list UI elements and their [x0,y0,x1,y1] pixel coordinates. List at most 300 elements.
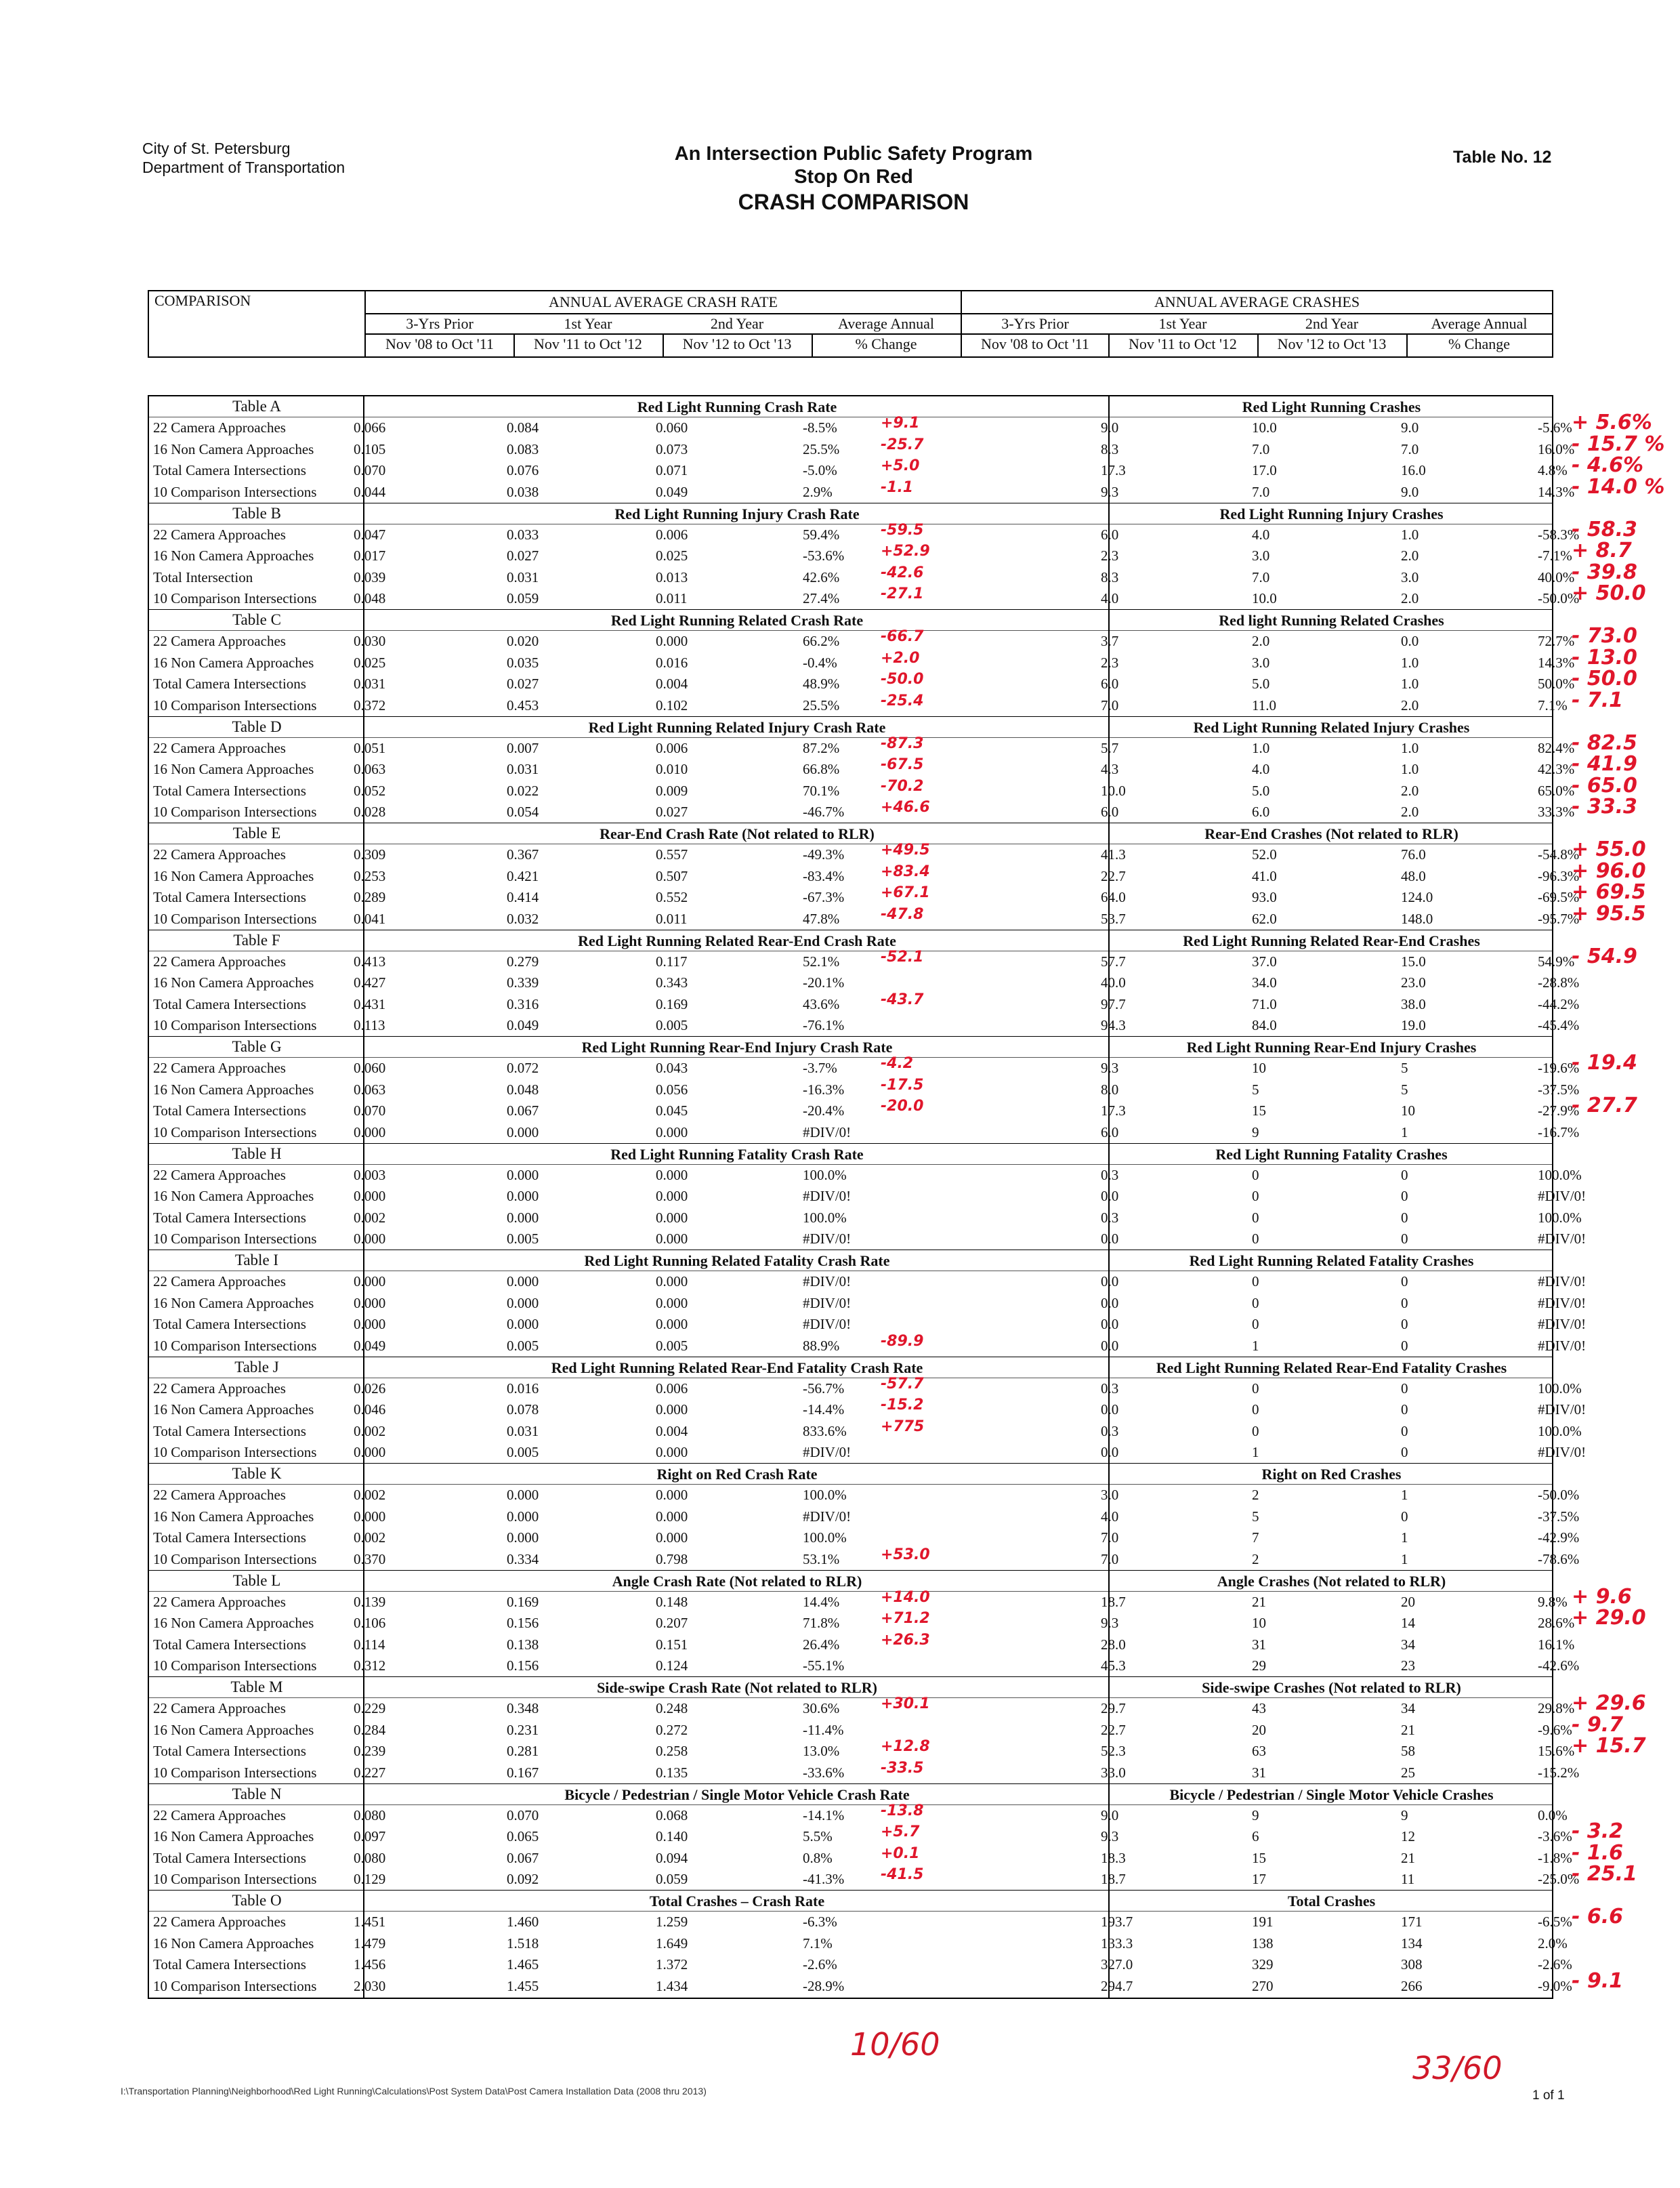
row-label: 22 Camera Approaches [153,1273,286,1289]
crashes-prior: 4.0 [1101,1508,1119,1525]
rate-prior: 0.063 [354,761,386,777]
table-row [149,1229,1587,1250]
rate-1st-year: 0.000 [507,1529,539,1546]
margin-note: + 29.6 [1572,1691,1646,1715]
margin-note: - 9.7 [1572,1712,1624,1737]
rate-pct-change: 0.8% [803,1849,833,1866]
table-row [149,948,1575,973]
rate-prior: 0.284 [354,1721,386,1738]
rate-pct-change: #DIV/0! [803,1294,852,1311]
crashes-2nd-year: 58 [1401,1743,1415,1759]
crashes-2nd-year: 0 [1401,1316,1408,1332]
crashes-pct-change: -25.0% [1538,1871,1580,1887]
rate-2nd-year: 0.005 [656,1337,688,1354]
crashes-1st-year: 6.0 [1252,804,1270,820]
crashes-2nd-year: 76.0 [1401,846,1426,863]
rate-prior: 0.312 [354,1657,386,1674]
rate-2nd-year: 0.000 [656,1166,688,1183]
crashes-pct-change: 33.3% [1538,804,1575,820]
margin-note: + 55.0 [1572,838,1646,861]
margin-note-rate: -59.5 [881,521,924,539]
rate-pct-change: -28.9% [803,1977,845,1994]
rate-pct-change: -14.4% [803,1401,845,1418]
crashes-pct-change: -5.6% [1538,419,1572,436]
rate-pct-change: 833.6% [803,1422,847,1439]
crashes-pct-change: -9.6% [1538,1721,1572,1738]
rate-1st-year: 0.035 [507,654,539,671]
rate-pct-change: 43.6% [803,995,840,1012]
rate-pct-change: 100.0% [803,1166,847,1183]
table-row [149,521,1580,546]
rate-2nd-year: 0.102 [656,697,688,714]
crashes-title: Red Light Running Rear-End Injury Crashes [1186,1039,1477,1056]
table-row [149,460,1568,482]
crashes-1st-year: 5.0 [1252,676,1270,692]
table-row [149,482,1575,503]
row-label: 22 Camera Approaches [153,419,286,436]
crashes-1st-year: 0 [1252,1380,1259,1397]
rate-pct-change: -49.3% [803,846,845,863]
margin-note-rate: -47.8 [881,905,924,923]
rate-1st-year: 0.070 [507,1807,539,1823]
crashes-prior: 7.0 [1101,1550,1119,1567]
rate-2nd-year: 0.140 [656,1828,688,1844]
crashes-prior: 327.0 [1101,1956,1133,1973]
rate-pct-change: -41.3% [803,1871,845,1887]
rate-2nd-year: 0.011 [656,910,688,927]
table-row [149,631,1575,653]
subcol-period-2nd: Nov '12 to Oct '13 [682,335,792,352]
rate-1st-year: 0.083 [507,440,539,457]
crashes-pct-change: -28.8% [1538,974,1580,991]
row-label: 10 Comparison Intersections [153,1977,317,1994]
crashes-2nd-year: 0 [1401,1422,1408,1439]
rate-1st-year: 0.032 [507,910,539,927]
row-label: 10 Comparison Intersections [153,1550,317,1567]
crashes-2nd-year: 9.0 [1401,483,1419,500]
margin-note: + 5.6% [1572,411,1652,434]
rate-pct-change: 47.8% [803,910,840,927]
rate-pct-change: -46.7% [803,804,845,820]
crashes-title: Angle Crashes (Not related to RLR) [1217,1572,1446,1590]
margin-note-rate: +9.1 [881,415,920,432]
rate-prior: 0.044 [354,483,386,500]
crashes-2nd-year: 2.0 [1401,782,1419,799]
rsubcol-period-prior: Nov '08 to Oct '11 [981,335,1089,352]
crashes-2nd-year: 16.0 [1401,462,1426,478]
rate-1st-year: 0.000 [507,1316,539,1332]
crashes-prior: 0.0 [1101,1294,1119,1311]
rate-2nd-year: 0.000 [656,1188,688,1204]
table-row [149,802,1575,823]
rate-2nd-year: 0.117 [656,953,688,970]
crashes-pct-change: 29.8% [1538,1700,1575,1716]
row-label: Total Camera Intersections [153,1743,306,1759]
crashes-pct-change: -3.6% [1538,1828,1572,1844]
rate-prior: 0.048 [354,590,386,606]
crashes-2nd-year: 21 [1401,1849,1415,1866]
rate-2nd-year: 0.557 [656,846,688,863]
table-section [149,1891,1572,1998]
crashes-1st-year: 10.0 [1252,590,1277,606]
margin-note-rate: +5.0 [881,457,920,474]
rate-2nd-year: 0.005 [656,1017,688,1033]
row-label: 10 Comparison Intersections [153,1657,317,1674]
crashes-prior: 97.7 [1101,995,1126,1012]
rate-1st-year: 0.031 [507,1422,539,1439]
section-name: Table E [232,825,281,842]
rate-prior: 0.227 [354,1764,386,1781]
rate-2nd-year: 0.000 [656,1487,688,1503]
crashes-prior: 9.0 [1101,419,1119,436]
rate-prior: 0.002 [354,1487,386,1503]
row-label: 22 Camera Approaches [153,1807,286,1823]
rate-title: Red Light Running Injury Crash Rate [614,505,860,522]
crashes-pct-change: 16.0% [1538,440,1575,457]
rate-prior: 0.229 [354,1700,386,1716]
table-row [149,1631,1575,1656]
rate-pct-change: 70.1% [803,782,840,799]
section-name: Table K [232,1465,282,1482]
crashes-2nd-year: 2.0 [1401,590,1419,606]
rate-2nd-year: 0.000 [656,1529,688,1546]
crashes-pct-change: 82.4% [1538,739,1575,756]
rate-1st-year: 0.334 [507,1550,539,1567]
rate-prior: 0.080 [354,1807,386,1823]
crashes-1st-year: 17 [1252,1871,1266,1887]
margin-note: - 1.6 [1572,1840,1624,1865]
crashes-pct-change: 50.0% [1538,676,1575,692]
rate-pct-change: #DIV/0! [803,1508,852,1525]
table-row [149,1613,1575,1634]
crashes-prior: 0.0 [1101,1401,1119,1418]
margin-note: - 14.0 % [1572,474,1665,499]
crashes-pct-change: -19.6% [1538,1060,1580,1076]
row-label: 22 Camera Approaches [153,953,286,970]
crashes-pct-change: 100.0% [1538,1209,1582,1226]
rate-2nd-year: 0.027 [656,804,688,820]
table-row [149,1655,1580,1677]
row-label: 10 Comparison Intersections [153,910,317,927]
rate-2nd-year: 1.372 [656,1956,688,1973]
crashes-1st-year: 0 [1252,1422,1259,1439]
rate-1st-year: 0.027 [507,548,539,564]
rate-prior: 0.002 [354,1422,386,1439]
table-row [149,1165,1582,1186]
crashes-prior: 18.7 [1101,1593,1126,1610]
organization-block [142,139,345,177]
crashes-title: Red Light Running Related Rear-End Fatality Crashes [1156,1359,1507,1376]
crashes-1st-year: 6 [1252,1828,1259,1844]
crashes-1st-year: 10 [1252,1060,1266,1076]
crashes-prior: 4.3 [1101,761,1119,777]
rate-2nd-year: 0.025 [656,548,688,564]
margin-note-rate: +71.2 [881,1610,930,1627]
rate-2nd-year: 0.169 [656,995,688,1012]
crashes-2nd-year: 134 [1401,1935,1423,1952]
crashes-1st-year: 191 [1252,1914,1274,1930]
crashes-1st-year: 17.0 [1252,462,1277,478]
row-label: Total Camera Intersections [153,1849,306,1866]
page-number: 1 of 1 [1532,2088,1565,2103]
margin-note-rate: +0.1 [881,1844,920,1862]
margin-note: - 27.7 [1572,1094,1637,1117]
rate-1st-year: 0.078 [507,1401,539,1418]
crashes-pct-change: -15.2% [1538,1764,1580,1781]
crashes-pct-change: -42.9% [1538,1529,1580,1546]
row-label: Total Camera Intersections [153,1316,306,1332]
row-label: Total Camera Intersections [153,1422,306,1439]
org-line-1: City of St. Petersburg [142,140,291,157]
crashes-prior: 18.3 [1101,1849,1126,1866]
rate-1st-year: 1.465 [507,1956,539,1973]
rate-prior: 0.070 [354,1102,386,1119]
crashes-2nd-year: 1 [1401,1487,1408,1503]
crashes-pct-change: 4.8% [1538,462,1568,478]
section-name: Table A [232,398,281,415]
margin-note-rate: -87.3 [881,735,924,752]
crashes-2nd-year: 124.0 [1401,889,1433,905]
rate-1st-year: 0.065 [507,1828,539,1844]
rate-pct-change: 25.5% [803,440,840,457]
table-row [149,1293,1587,1315]
rate-pct-change: -5.0% [803,462,837,478]
crashes-prior: 133.3 [1101,1935,1133,1952]
rate-1st-year: 0.072 [507,1060,539,1076]
crashes-pct-change: 54.9% [1538,953,1575,970]
rate-1st-year: 0.031 [507,761,539,777]
rate-1st-year: 0.005 [507,1444,539,1460]
crashes-pct-change: 72.7% [1538,633,1575,649]
margin-note: - 15.7 % [1572,432,1665,456]
rate-2nd-year: 0.000 [656,1294,688,1311]
margin-note-rate: +83.4 [881,863,930,880]
rate-prior: 0.060 [354,1060,386,1076]
crashes-prior: 9.3 [1101,1060,1119,1076]
crashes-pct-change: -37.5% [1538,1508,1580,1525]
left-group-header: ANNUAL AVERAGE CRASH RATE [549,293,778,310]
crashes-prior: 57.7 [1101,953,1126,970]
table-row [149,1485,1580,1506]
crashes-1st-year: 0 [1252,1231,1259,1247]
rate-1st-year: 0.059 [507,590,539,606]
table-row [149,1058,1580,1079]
rate-prior: 0.000 [354,1508,386,1525]
crashes-2nd-year: 0 [1401,1294,1408,1311]
table-row [149,1186,1587,1207]
crashes-prior: 0.3 [1101,1166,1119,1183]
row-label: Total Camera Intersections [153,1636,306,1653]
row-label: 22 Camera Approaches [153,633,286,649]
crashes-2nd-year: 9.0 [1401,419,1419,436]
rate-pct-change: -16.3% [803,1081,845,1098]
margin-note-rate: -57.7 [881,1375,924,1392]
rate-1st-year: 0.067 [507,1102,539,1119]
crashes-prior: 6.0 [1101,676,1119,692]
margin-note: - 73.0 [1572,624,1637,648]
table-row [149,1933,1568,1955]
crashes-prior: 0.0 [1101,1188,1119,1204]
rate-prior: 0.114 [354,1636,385,1653]
document-title: CRASH COMPARISON [738,190,969,214]
row-label: Total Camera Intersections [153,1102,306,1119]
rate-prior: 0.000 [354,1273,386,1289]
row-label: 10 Comparison Intersections [153,590,317,606]
crashes-1st-year: 71.0 [1252,995,1277,1012]
rate-title: Total Crashes – Crash Rate [649,1893,825,1910]
crashes-1st-year: 0 [1252,1294,1259,1311]
crashes-2nd-year: 7.0 [1401,440,1419,457]
crashes-1st-year: 41.0 [1252,867,1277,884]
crashes-pct-change: -27.9% [1538,1102,1580,1119]
crashes-pct-change: #DIV/0! [1538,1401,1587,1418]
margin-note-rate: -25.7 [881,436,924,453]
crashes-pct-change: 15.6% [1538,1743,1575,1759]
rate-prior: 0.051 [354,739,386,756]
crashes-2nd-year: 1.0 [1401,526,1419,543]
rate-prior: 0.003 [354,1166,386,1183]
document-title-block [569,142,1138,215]
crashes-1st-year: 31 [1252,1636,1266,1653]
crashes-pct-change: #DIV/0! [1538,1231,1587,1247]
rate-pct-change: -6.3% [803,1914,837,1930]
margin-note: + 9.6 [1572,1584,1632,1609]
table-section [149,1144,1587,1251]
rate-1st-year: 0.031 [507,569,539,585]
rate-prior: 0.370 [354,1550,386,1567]
rate-prior: 0.049 [354,1337,386,1354]
margin-note: - 7.1 [1572,688,1624,712]
row-label: 16 Non Camera Approaches [153,761,314,777]
rsubcol-percent-change: % Change [1448,335,1511,352]
crashes-2nd-year: 23.0 [1401,974,1426,991]
crashes-prior: 0.0 [1101,1231,1119,1247]
rate-1st-year: 0.167 [507,1764,539,1781]
margin-note-rate: +2.0 [881,649,920,667]
margin-note-rate: -33.5 [881,1759,924,1777]
rate-1st-year: 0.000 [507,1508,539,1525]
rate-2nd-year: 0.045 [656,1102,688,1119]
table-section [149,503,1580,611]
crashes-1st-year: 0 [1252,1188,1259,1204]
crashes-prior: 8.3 [1101,440,1119,457]
table-row [149,1207,1582,1229]
crashes-title: Bicycle / Pedestrian / Single Motor Vehicle Crashes [1169,1786,1494,1803]
crashes-pct-change: 9.8% [1538,1593,1568,1610]
crashes-prior: 193.7 [1101,1914,1133,1930]
program-title: An Intersection Public Safety Program [674,143,1033,165]
table-row [149,1848,1572,1870]
rate-prior: 0.052 [354,782,386,799]
margin-note-rate: +52.9 [881,543,930,560]
table-section [149,1250,1587,1357]
row-label: 16 Non Camera Approaches [153,974,314,991]
rate-prior: 0.039 [354,569,386,585]
crashes-pct-change: -9.0% [1538,1977,1572,1994]
rate-2nd-year: 0.343 [656,974,688,991]
crashes-2nd-year: 0 [1401,1380,1408,1397]
row-label: 16 Non Camera Approaches [153,1721,314,1738]
rate-2nd-year: 0.148 [656,1593,688,1610]
crashes-1st-year: 7 [1252,1529,1259,1546]
margin-note-rate: -17.5 [881,1076,924,1094]
rate-2nd-year: 0.009 [656,782,688,799]
table-row [149,1869,1580,1891]
margin-note-rate: +14.0 [881,1588,930,1606]
crashes-prior: 7.0 [1101,1529,1119,1546]
crashes-1st-year: 0 [1252,1273,1259,1289]
crashes-2nd-year: 48.0 [1401,867,1426,884]
rate-title: Red Light Running Related Rear-End Crash Rate [578,932,896,949]
section-name: Table M [230,1678,283,1695]
rate-1st-year: 0.000 [507,1273,539,1289]
crashes-2nd-year: 0 [1401,1401,1408,1418]
margin-note-rate: -41.5 [881,1866,924,1883]
margin-note: + 96.0 [1572,859,1646,883]
crashes-2nd-year: 9 [1401,1807,1408,1823]
rate-1st-year: 0.421 [507,867,539,884]
row-label: Total Camera Intersections [153,676,306,692]
crashes-2nd-year: 25 [1401,1764,1415,1781]
rate-prior: 0.026 [354,1380,386,1397]
crashes-prior: 0.3 [1101,1209,1119,1226]
rate-prior: 0.289 [354,889,386,905]
table-row [149,866,1580,888]
rate-1st-year: 0.367 [507,846,539,863]
crashes-title: Red Light Running Crashes [1242,398,1421,415]
rate-prior: 1.451 [354,1914,386,1930]
crashes-prior: 8.0 [1101,1081,1119,1098]
margin-note: - 9.1 [1572,1968,1624,1993]
row-label: 10 Comparison Intersections [153,1764,317,1781]
rate-2nd-year: 1.434 [656,1977,688,1994]
rate-2nd-year: 0.135 [656,1764,688,1781]
table-row [149,1826,1572,1848]
crashes-2nd-year: 1 [1401,1529,1408,1546]
crashes-2nd-year: 2.0 [1401,548,1419,564]
crashes-1st-year: 84.0 [1252,1017,1277,1033]
rate-pct-change: -56.7% [803,1380,845,1397]
rate-pct-change: -20.4% [803,1102,845,1119]
rate-2nd-year: 0.043 [656,1060,688,1076]
rate-pct-change: #DIV/0! [803,1444,852,1460]
col-1st-year: 1st Year [564,315,612,332]
margin-note-rate: +30.1 [881,1695,930,1712]
crashes-1st-year: 1 [1252,1337,1259,1354]
margin-note-rate: -1.1 [881,478,914,496]
crashes-title: Red Light Running Related Injury Crashes [1193,718,1470,736]
crashes-prior: 294.7 [1101,1977,1133,1994]
rate-pct-change: 100.0% [803,1487,847,1503]
margin-note-rate: -50.0 [881,671,924,688]
crashes-title: Red Light Running Related Fatality Crashes [1189,1252,1474,1269]
rate-2nd-year: 0.000 [656,1273,688,1289]
crashes-2nd-year: 0 [1401,1188,1408,1204]
crashes-2nd-year: 34 [1401,1700,1415,1716]
crashes-1st-year: 29 [1252,1657,1266,1674]
table-row [149,781,1575,802]
rate-2nd-year: 0.060 [656,419,688,436]
crashes-1st-year: 138 [1252,1935,1274,1952]
rate-prior: 0.000 [354,1123,386,1140]
margin-note: - 82.5 [1572,730,1637,755]
subcol-period-1st: Nov '11 to Oct '12 [534,335,642,352]
crashes-1st-year: 0 [1252,1209,1259,1226]
crashes-1st-year: 37.0 [1252,953,1277,970]
table-row [149,1336,1587,1357]
table-section [149,1784,1580,1891]
crashes-1st-year: 0 [1252,1316,1259,1332]
